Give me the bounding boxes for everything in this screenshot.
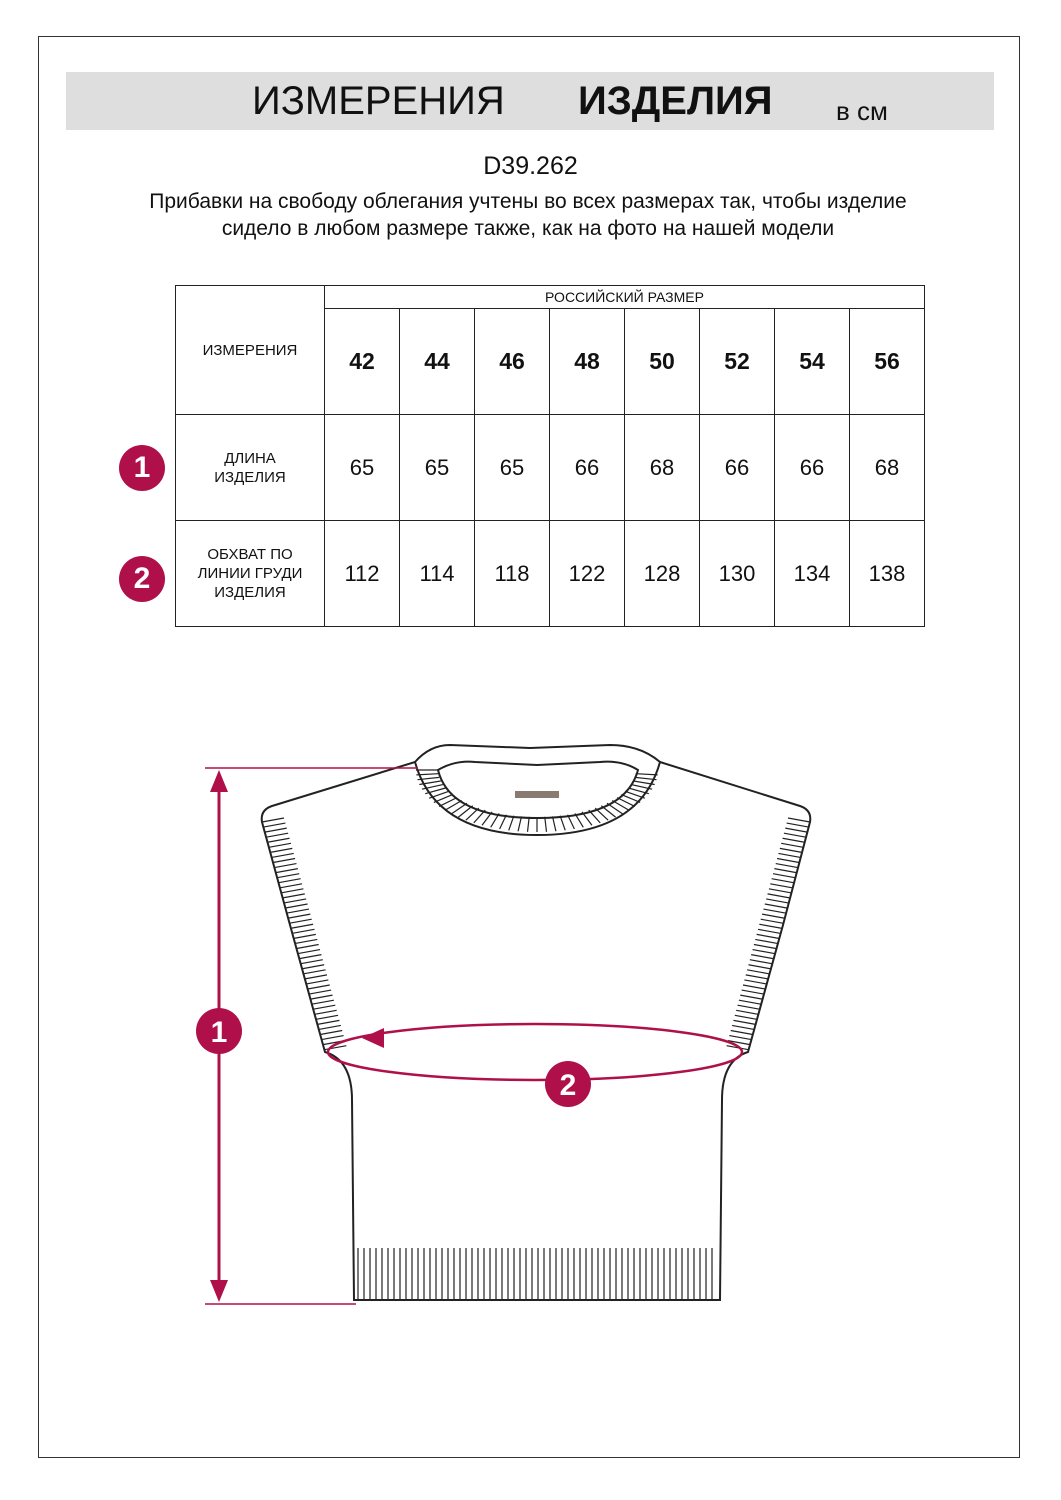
rib-line <box>765 904 787 908</box>
rib-line <box>761 919 783 923</box>
size-header: 52 <box>700 309 775 415</box>
rib-line <box>751 955 773 959</box>
table-cell: 138 <box>850 521 925 627</box>
rib-line <box>774 869 796 873</box>
rib-line <box>317 1020 339 1024</box>
rib-line <box>288 914 310 918</box>
rib-line <box>785 828 807 832</box>
rib-line <box>304 970 326 974</box>
rib-line <box>274 864 296 868</box>
rib-line <box>755 939 777 943</box>
chest-arrow-head <box>362 1028 384 1048</box>
rib-line <box>298 950 320 954</box>
length-arrow-head-top <box>210 770 228 792</box>
rib-line <box>263 823 285 827</box>
rib-line <box>733 1020 755 1024</box>
rib-line <box>783 838 805 842</box>
rib-line <box>290 919 312 923</box>
rib-line <box>316 1015 338 1019</box>
rib-line <box>292 929 314 933</box>
rib-line <box>744 980 766 984</box>
rib-line <box>301 960 323 964</box>
rib-line <box>778 853 800 857</box>
table-cell: 66 <box>775 415 850 521</box>
rib-line <box>295 939 317 943</box>
rib-line <box>742 990 764 994</box>
rib-line <box>739 1000 761 1004</box>
rib-line <box>315 1010 337 1014</box>
rib-line <box>281 889 303 893</box>
table-cell: 130 <box>700 521 775 627</box>
size-header: 54 <box>775 309 850 415</box>
rib-line <box>294 934 316 938</box>
rib-line <box>265 828 287 832</box>
table-cell: 68 <box>625 415 700 521</box>
rib-line <box>322 1036 344 1040</box>
measurement-lines <box>196 768 742 1304</box>
rib-line <box>772 879 794 883</box>
rib-line <box>777 858 799 862</box>
rib-line <box>287 909 309 913</box>
size-header: 44 <box>400 309 475 415</box>
rib-line <box>748 965 770 969</box>
table-cell: 68 <box>850 415 925 521</box>
rib-line <box>268 838 290 842</box>
rib-line <box>780 848 802 852</box>
rib-line <box>731 1031 753 1035</box>
rib-line <box>311 995 333 999</box>
row-label-chest: ОБХВАТ ПО ЛИНИИ ГРУДИ ИЗДЕЛИЯ <box>176 521 325 627</box>
rib-line <box>280 884 302 888</box>
rib-line <box>276 869 298 873</box>
table-cell: 122 <box>550 521 625 627</box>
rib-line <box>284 899 306 903</box>
table-cell: 66 <box>550 415 625 521</box>
rib-line <box>306 980 328 984</box>
row-label-length: ДЛИНА ИЗДЕЛИЯ <box>176 415 325 521</box>
rib-line <box>309 990 331 994</box>
rib-line <box>758 929 780 933</box>
rib-line <box>299 955 321 959</box>
rib-line <box>305 975 327 979</box>
rib-line <box>736 1010 758 1014</box>
rib-line <box>763 909 785 913</box>
rib-line <box>277 874 299 878</box>
rib-line <box>788 818 810 822</box>
rib-line <box>279 879 301 883</box>
rib-line <box>776 864 798 868</box>
table-cell: 66 <box>700 415 775 521</box>
rib-line <box>768 894 790 898</box>
chest-marker-number: 2 <box>559 1069 577 1102</box>
rib-line <box>320 1031 342 1035</box>
chest-ellipse <box>328 1024 742 1080</box>
rib-line <box>746 975 768 979</box>
rib-line <box>762 914 784 918</box>
rib-line <box>732 1025 754 1029</box>
table-cell: 65 <box>400 415 475 521</box>
fit-note: Прибавки на свободу облегания учтены во всех размерах так, чтобы изделие сидело в любом размере также, как на фото на нашей модели <box>149 190 907 240</box>
table-cell: 65 <box>475 415 550 521</box>
size-header: 48 <box>550 309 625 415</box>
size-header: 56 <box>850 309 925 415</box>
title-part1: ИЗМЕРЕНИЯ <box>252 79 505 123</box>
units-label: в см <box>836 96 888 126</box>
rib-line <box>750 960 772 964</box>
table-cell: 118 <box>475 521 550 627</box>
title-part2: ИЗДЕЛИЯ <box>578 79 773 123</box>
size-header: 50 <box>625 309 700 415</box>
rib-line <box>784 833 806 837</box>
rib-line <box>291 924 313 928</box>
size-header: 42 <box>325 309 400 415</box>
rib-line <box>766 899 788 903</box>
row-badge-length: 1 <box>119 445 165 491</box>
rib-line <box>319 1025 341 1029</box>
rib-line <box>266 833 288 837</box>
table-cell: 114 <box>400 521 475 627</box>
rib-line <box>735 1015 757 1019</box>
rib-line <box>754 945 776 949</box>
rib-line <box>740 995 762 999</box>
rib-line <box>743 985 765 989</box>
rib-line <box>270 848 292 852</box>
rib-line <box>313 1005 335 1009</box>
rib-line <box>770 884 792 888</box>
rib-line <box>297 945 319 949</box>
rib-line <box>738 1005 760 1009</box>
rib-line <box>769 889 791 893</box>
rib-hatching <box>262 770 810 1300</box>
table-cell: 65 <box>325 415 400 521</box>
rib-line <box>283 894 305 898</box>
table-cell: 134 <box>775 521 850 627</box>
rib-line <box>269 843 291 847</box>
length-arrow-head-bottom <box>210 1280 228 1302</box>
row-badge-chest: 2 <box>119 556 165 602</box>
product-code: D39.262 <box>483 152 578 180</box>
rib-line <box>262 818 284 822</box>
rib-line <box>781 843 803 847</box>
rib-line <box>312 1000 334 1004</box>
length-marker-number: 1 <box>210 1016 228 1049</box>
measurements-header: ИЗМЕРЕНИЯ <box>176 286 325 415</box>
table-cell: 128 <box>625 521 700 627</box>
rib-line <box>272 853 294 857</box>
rib-line <box>302 965 324 969</box>
table-cell: 112 <box>325 521 400 627</box>
rib-line <box>747 970 769 974</box>
rib-line <box>308 985 330 989</box>
rib-line <box>787 823 809 827</box>
size-header: 46 <box>475 309 550 415</box>
rib-line <box>773 874 795 878</box>
rib-line <box>273 858 295 862</box>
rib-line <box>759 924 781 928</box>
size-system-header: РОССИЙСКИЙ РАЗМЕР <box>325 286 925 309</box>
garment-outline <box>262 745 811 1300</box>
rib-line <box>286 904 308 908</box>
rib-line <box>729 1036 751 1040</box>
rib-line <box>757 934 779 938</box>
rib-line <box>753 950 775 954</box>
